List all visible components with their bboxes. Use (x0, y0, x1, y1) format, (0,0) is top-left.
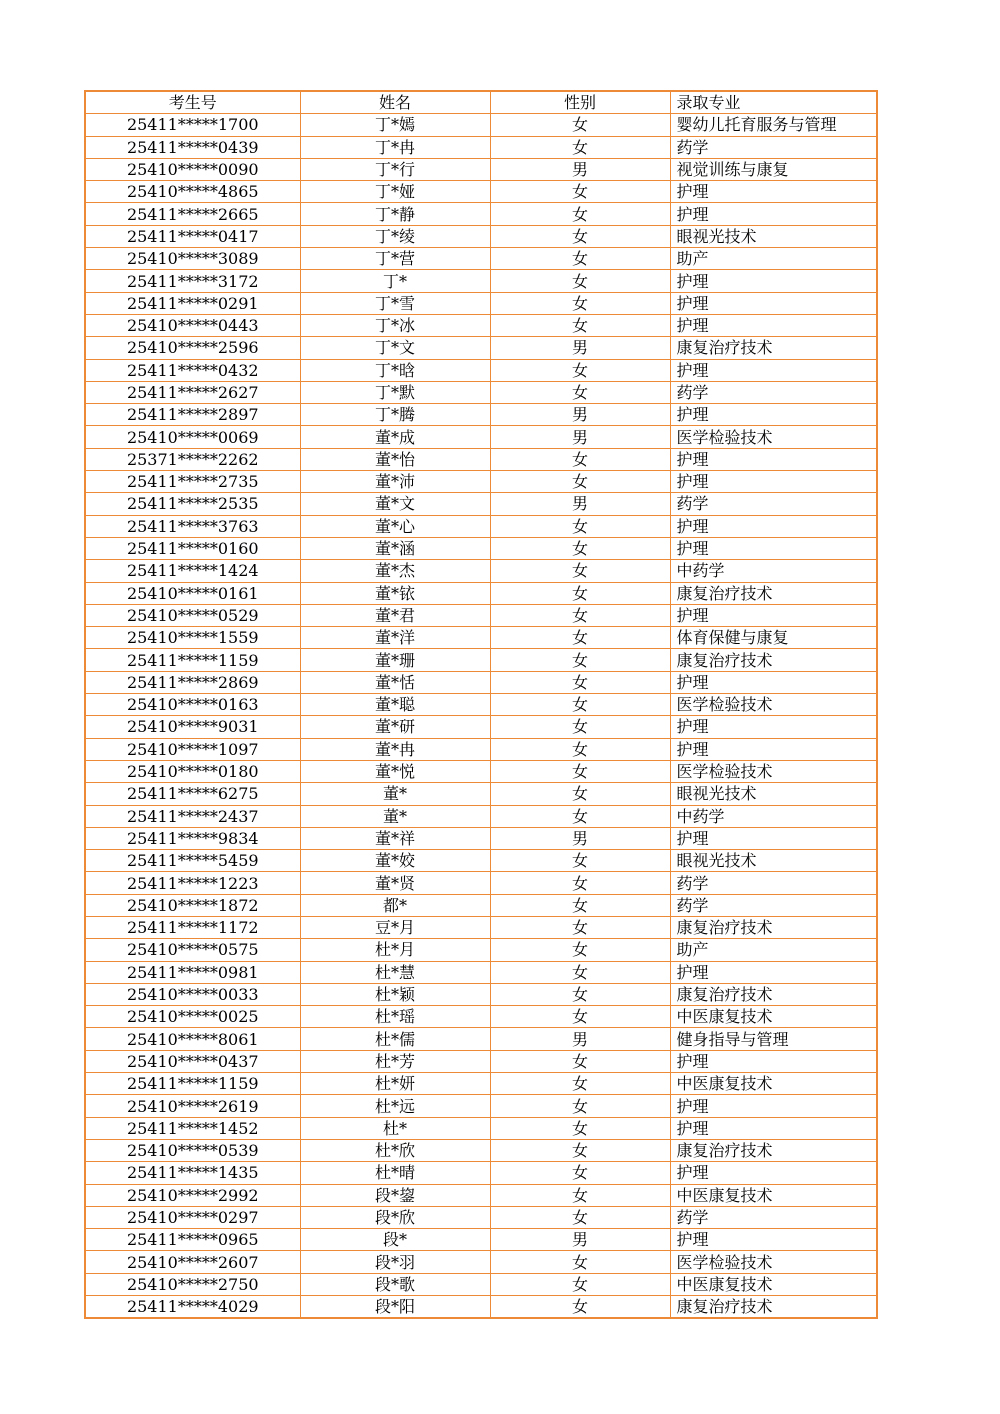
table-row (85, 760, 877, 782)
cell-major: 药学 (670, 872, 877, 894)
cell-gender: 女 (490, 448, 670, 470)
cell-candidate-id: 25410*****0163 (85, 694, 300, 716)
cell-major: 护理 (670, 716, 877, 738)
cell-major: 医学检验技术 (670, 426, 877, 448)
cell-major: 中药学 (670, 805, 877, 827)
cell-gender: 女 (490, 627, 670, 649)
cell-gender: 女 (490, 850, 670, 872)
cell-gender: 女 (490, 1162, 670, 1184)
table-row (85, 136, 877, 158)
table-row (85, 738, 877, 760)
cell-major: 护理 (670, 314, 877, 336)
cell-gender: 男 (490, 337, 670, 359)
table-row (85, 493, 877, 515)
cell-name: 丁*嫣 (300, 114, 490, 136)
cell-gender: 女 (490, 872, 670, 894)
cell-gender: 女 (490, 181, 670, 203)
cell-candidate-id: 25410*****2607 (85, 1251, 300, 1273)
cell-gender: 女 (490, 248, 670, 270)
cell-candidate-id: 25411*****0160 (85, 537, 300, 559)
cell-major: 护理 (670, 1095, 877, 1117)
cell-gender: 女 (490, 1073, 670, 1095)
cell-candidate-id: 25411*****1424 (85, 560, 300, 582)
cell-major: 助产 (670, 939, 877, 961)
cell-major: 药学 (670, 894, 877, 916)
cell-major: 药学 (670, 1206, 877, 1228)
cell-gender: 女 (490, 1206, 670, 1228)
cell-name: 丁*腾 (300, 404, 490, 426)
cell-candidate-id: 25410*****0539 (85, 1139, 300, 1161)
table-row (85, 1296, 877, 1319)
cell-name: 董*涵 (300, 537, 490, 559)
cell-name: 杜*远 (300, 1095, 490, 1117)
cell-gender: 女 (490, 1050, 670, 1072)
cell-gender: 女 (490, 1117, 670, 1139)
cell-candidate-id: 25411*****3172 (85, 270, 300, 292)
cell-gender: 女 (490, 225, 670, 247)
table-row (85, 270, 877, 292)
cell-major: 康复治疗技术 (670, 337, 877, 359)
cell-name: 段*鋆 (300, 1184, 490, 1206)
table-row (85, 582, 877, 604)
table-row (85, 560, 877, 582)
cell-gender: 女 (490, 1251, 670, 1273)
cell-gender: 女 (490, 471, 670, 493)
cell-candidate-id: 25410*****1559 (85, 627, 300, 649)
cell-name: 段*歌 (300, 1273, 490, 1295)
table-row (85, 426, 877, 448)
cell-major: 助产 (670, 248, 877, 270)
cell-name: 董*君 (300, 604, 490, 626)
cell-major: 护理 (670, 738, 877, 760)
table-row (85, 181, 877, 203)
cell-major: 中药学 (670, 560, 877, 582)
cell-major: 护理 (670, 537, 877, 559)
cell-major: 护理 (670, 961, 877, 983)
cell-major: 护理 (670, 671, 877, 693)
cell-name: 董*铱 (300, 582, 490, 604)
cell-name: 杜*欣 (300, 1139, 490, 1161)
cell-gender: 女 (490, 783, 670, 805)
cell-major: 护理 (670, 270, 877, 292)
cell-gender: 女 (490, 894, 670, 916)
cell-name: 杜*妍 (300, 1073, 490, 1095)
cell-candidate-id: 25410*****0180 (85, 760, 300, 782)
cell-name: 段*羽 (300, 1251, 490, 1273)
cell-gender: 男 (490, 1229, 670, 1251)
cell-name: 杜*慧 (300, 961, 490, 983)
cell-gender: 女 (490, 649, 670, 671)
cell-major: 中医康复技术 (670, 1073, 877, 1095)
cell-name: 丁*冰 (300, 314, 490, 336)
table-row (85, 1095, 877, 1117)
cell-major: 护理 (670, 1050, 877, 1072)
cell-major: 体育保健与康复 (670, 627, 877, 649)
table-row (85, 1050, 877, 1072)
table-row (85, 916, 877, 938)
table-row (85, 1273, 877, 1295)
cell-candidate-id: 25411*****5459 (85, 850, 300, 872)
cell-gender: 女 (490, 1273, 670, 1295)
table-row (85, 694, 877, 716)
header-major: 录取专业 (670, 91, 877, 114)
cell-name: 丁*冉 (300, 136, 490, 158)
cell-candidate-id: 25411*****2535 (85, 493, 300, 515)
table-row (85, 604, 877, 626)
cell-name: 董*恬 (300, 671, 490, 693)
table-row (85, 627, 877, 649)
cell-candidate-id: 25411*****1435 (85, 1162, 300, 1184)
cell-candidate-id: 25410*****3089 (85, 248, 300, 270)
cell-gender: 女 (490, 560, 670, 582)
cell-major: 护理 (670, 181, 877, 203)
cell-candidate-id: 25410*****0443 (85, 314, 300, 336)
table-row (85, 292, 877, 314)
cell-candidate-id: 25410*****0529 (85, 604, 300, 626)
cell-name: 豆*月 (300, 916, 490, 938)
table-row (85, 114, 877, 136)
cell-candidate-id: 25411*****2897 (85, 404, 300, 426)
cell-candidate-id: 25410*****0437 (85, 1050, 300, 1072)
cell-major: 护理 (670, 203, 877, 225)
cell-candidate-id: 25411*****1223 (85, 872, 300, 894)
cell-gender: 女 (490, 1095, 670, 1117)
table-row (85, 894, 877, 916)
cell-major: 医学检验技术 (670, 1251, 877, 1273)
cell-candidate-id: 25410*****0025 (85, 1006, 300, 1028)
table-row (85, 1251, 877, 1273)
table-row (85, 671, 877, 693)
table-row (85, 961, 877, 983)
table-header-row (85, 91, 877, 114)
cell-candidate-id: 25411*****1159 (85, 649, 300, 671)
cell-candidate-id: 25411*****0981 (85, 961, 300, 983)
cell-candidate-id: 25411*****9834 (85, 827, 300, 849)
cell-name: 丁*行 (300, 158, 490, 180)
cell-major: 护理 (670, 292, 877, 314)
cell-major: 康复治疗技术 (670, 649, 877, 671)
cell-name: 丁*晗 (300, 359, 490, 381)
admission-list-sheet (84, 90, 876, 1319)
cell-major: 中医康复技术 (670, 1184, 877, 1206)
table-row (85, 337, 877, 359)
cell-major: 护理 (670, 404, 877, 426)
cell-candidate-id: 25411*****2627 (85, 381, 300, 403)
table-row (85, 515, 877, 537)
cell-candidate-id: 25411*****0291 (85, 292, 300, 314)
cell-major: 护理 (670, 515, 877, 537)
cell-candidate-id: 25410*****0069 (85, 426, 300, 448)
cell-candidate-id: 25410*****0161 (85, 582, 300, 604)
cell-candidate-id: 25410*****8061 (85, 1028, 300, 1050)
cell-gender: 女 (490, 1139, 670, 1161)
cell-name: 丁*文 (300, 337, 490, 359)
cell-gender: 女 (490, 537, 670, 559)
cell-candidate-id: 25410*****1872 (85, 894, 300, 916)
cell-major: 眼视光技术 (670, 225, 877, 247)
cell-candidate-id: 25410*****0090 (85, 158, 300, 180)
table-row (85, 1117, 877, 1139)
cell-name: 杜*瑶 (300, 1006, 490, 1028)
table-row (85, 359, 877, 381)
cell-name: 董*冉 (300, 738, 490, 760)
cell-candidate-id: 25411*****2735 (85, 471, 300, 493)
table-row (85, 872, 877, 894)
cell-name: 董* (300, 805, 490, 827)
cell-name: 董*贤 (300, 872, 490, 894)
table-row (85, 1073, 877, 1095)
cell-gender: 男 (490, 158, 670, 180)
cell-candidate-id: 25410*****0575 (85, 939, 300, 961)
table-row (85, 314, 877, 336)
cell-name: 丁*营 (300, 248, 490, 270)
cell-gender: 女 (490, 136, 670, 158)
cell-name: 段*欣 (300, 1206, 490, 1228)
cell-name: 杜*儒 (300, 1028, 490, 1050)
cell-gender: 男 (490, 493, 670, 515)
cell-gender: 男 (490, 1028, 670, 1050)
cell-major: 护理 (670, 448, 877, 470)
cell-name: 丁* (300, 270, 490, 292)
cell-name: 杜* (300, 1117, 490, 1139)
cell-name: 董*洋 (300, 627, 490, 649)
cell-major: 眼视光技术 (670, 850, 877, 872)
admission-table (84, 90, 878, 1319)
cell-gender: 女 (490, 582, 670, 604)
cell-name: 丁*静 (300, 203, 490, 225)
table-row (85, 850, 877, 872)
cell-candidate-id: 25410*****4865 (85, 181, 300, 203)
cell-gender: 男 (490, 426, 670, 448)
cell-gender: 女 (490, 916, 670, 938)
cell-gender: 女 (490, 203, 670, 225)
table-row (85, 381, 877, 403)
cell-major: 康复治疗技术 (670, 1296, 877, 1319)
cell-major: 护理 (670, 1229, 877, 1251)
cell-name: 董*文 (300, 493, 490, 515)
cell-name: 丁*绫 (300, 225, 490, 247)
table-row (85, 783, 877, 805)
cell-name: 董*聪 (300, 694, 490, 716)
cell-candidate-id: 25411*****1159 (85, 1073, 300, 1095)
cell-gender: 女 (490, 292, 670, 314)
cell-major: 药学 (670, 136, 877, 158)
cell-name: 董*悦 (300, 760, 490, 782)
cell-name: 都* (300, 894, 490, 916)
cell-candidate-id: 25411*****1452 (85, 1117, 300, 1139)
table-row (85, 939, 877, 961)
cell-major: 药学 (670, 381, 877, 403)
cell-gender: 女 (490, 1006, 670, 1028)
cell-name: 董*珊 (300, 649, 490, 671)
cell-major: 护理 (670, 827, 877, 849)
header-gender: 性别 (490, 91, 670, 114)
cell-major: 健身指导与管理 (670, 1028, 877, 1050)
cell-gender: 女 (490, 716, 670, 738)
cell-candidate-id: 25410*****1097 (85, 738, 300, 760)
cell-name: 董*杰 (300, 560, 490, 582)
cell-candidate-id: 25411*****1172 (85, 916, 300, 938)
cell-major: 护理 (670, 359, 877, 381)
cell-gender: 女 (490, 1296, 670, 1319)
table-row (85, 1229, 877, 1251)
cell-gender: 女 (490, 270, 670, 292)
cell-candidate-id: 25411*****0965 (85, 1229, 300, 1251)
cell-name: 董*姣 (300, 850, 490, 872)
cell-name: 董*沛 (300, 471, 490, 493)
cell-candidate-id: 25410*****2619 (85, 1095, 300, 1117)
cell-candidate-id: 25411*****0417 (85, 225, 300, 247)
table-row (85, 404, 877, 426)
header-name: 姓名 (300, 91, 490, 114)
table-row (85, 1184, 877, 1206)
cell-major: 药学 (670, 493, 877, 515)
cell-major: 护理 (670, 1117, 877, 1139)
cell-name: 董* (300, 783, 490, 805)
cell-candidate-id: 25411*****0439 (85, 136, 300, 158)
cell-major: 护理 (670, 1162, 877, 1184)
table-row (85, 1139, 877, 1161)
cell-candidate-id: 25411*****2437 (85, 805, 300, 827)
cell-major: 中医康复技术 (670, 1273, 877, 1295)
table-row (85, 225, 877, 247)
header-candidate-id: 考生号 (85, 91, 300, 114)
table-row (85, 203, 877, 225)
cell-name: 董*研 (300, 716, 490, 738)
cell-name: 董*心 (300, 515, 490, 537)
cell-gender: 男 (490, 404, 670, 426)
cell-gender: 女 (490, 738, 670, 760)
cell-candidate-id: 25410*****2750 (85, 1273, 300, 1295)
cell-gender: 女 (490, 381, 670, 403)
cell-name: 杜*芳 (300, 1050, 490, 1072)
cell-gender: 女 (490, 515, 670, 537)
table-row (85, 1006, 877, 1028)
cell-major: 护理 (670, 604, 877, 626)
table-row (85, 158, 877, 180)
cell-candidate-id: 25411*****2665 (85, 203, 300, 225)
table-row (85, 1162, 877, 1184)
cell-candidate-id: 25410*****0033 (85, 983, 300, 1005)
cell-name: 董*怡 (300, 448, 490, 470)
cell-name: 段*阳 (300, 1296, 490, 1319)
cell-gender: 女 (490, 983, 670, 1005)
table-row (85, 805, 877, 827)
cell-candidate-id: 25411*****3763 (85, 515, 300, 537)
cell-gender: 女 (490, 805, 670, 827)
cell-candidate-id: 25411*****4029 (85, 1296, 300, 1319)
cell-candidate-id: 25371*****2262 (85, 448, 300, 470)
table-row (85, 716, 877, 738)
cell-major: 医学检验技术 (670, 694, 877, 716)
cell-candidate-id: 25410*****9031 (85, 716, 300, 738)
table-row (85, 448, 877, 470)
cell-major: 眼视光技术 (670, 783, 877, 805)
cell-candidate-id: 25411*****1700 (85, 114, 300, 136)
cell-name: 丁*默 (300, 381, 490, 403)
cell-gender: 男 (490, 827, 670, 849)
cell-name: 丁*雪 (300, 292, 490, 314)
cell-name: 杜*晴 (300, 1162, 490, 1184)
table-row (85, 827, 877, 849)
cell-major: 婴幼儿托育服务与管理 (670, 114, 877, 136)
cell-name: 段* (300, 1229, 490, 1251)
cell-major: 康复治疗技术 (670, 582, 877, 604)
cell-name: 董*成 (300, 426, 490, 448)
cell-major: 中医康复技术 (670, 1006, 877, 1028)
cell-name: 杜*月 (300, 939, 490, 961)
cell-gender: 女 (490, 359, 670, 381)
cell-gender: 女 (490, 961, 670, 983)
cell-gender: 女 (490, 1184, 670, 1206)
table-row (85, 1206, 877, 1228)
cell-candidate-id: 25410*****2596 (85, 337, 300, 359)
cell-major: 视觉训练与康复 (670, 158, 877, 180)
table-row (85, 983, 877, 1005)
table-row (85, 1028, 877, 1050)
table-row (85, 471, 877, 493)
cell-candidate-id: 25411*****2869 (85, 671, 300, 693)
cell-name: 丁*娅 (300, 181, 490, 203)
table-row (85, 537, 877, 559)
cell-candidate-id: 25411*****0432 (85, 359, 300, 381)
cell-major: 护理 (670, 471, 877, 493)
cell-major: 康复治疗技术 (670, 916, 877, 938)
cell-major: 医学检验技术 (670, 760, 877, 782)
cell-major: 康复治疗技术 (670, 983, 877, 1005)
table-body (85, 114, 877, 1319)
cell-gender: 女 (490, 939, 670, 961)
cell-gender: 女 (490, 671, 670, 693)
cell-gender: 女 (490, 314, 670, 336)
cell-gender: 女 (490, 114, 670, 136)
cell-name: 杜*颖 (300, 983, 490, 1005)
cell-candidate-id: 25410*****0297 (85, 1206, 300, 1228)
cell-gender: 女 (490, 694, 670, 716)
cell-name: 董*祥 (300, 827, 490, 849)
cell-major: 康复治疗技术 (670, 1139, 877, 1161)
table-row (85, 248, 877, 270)
cell-candidate-id: 25410*****2992 (85, 1184, 300, 1206)
cell-gender: 女 (490, 760, 670, 782)
table-row (85, 649, 877, 671)
cell-candidate-id: 25411*****6275 (85, 783, 300, 805)
cell-gender: 女 (490, 604, 670, 626)
